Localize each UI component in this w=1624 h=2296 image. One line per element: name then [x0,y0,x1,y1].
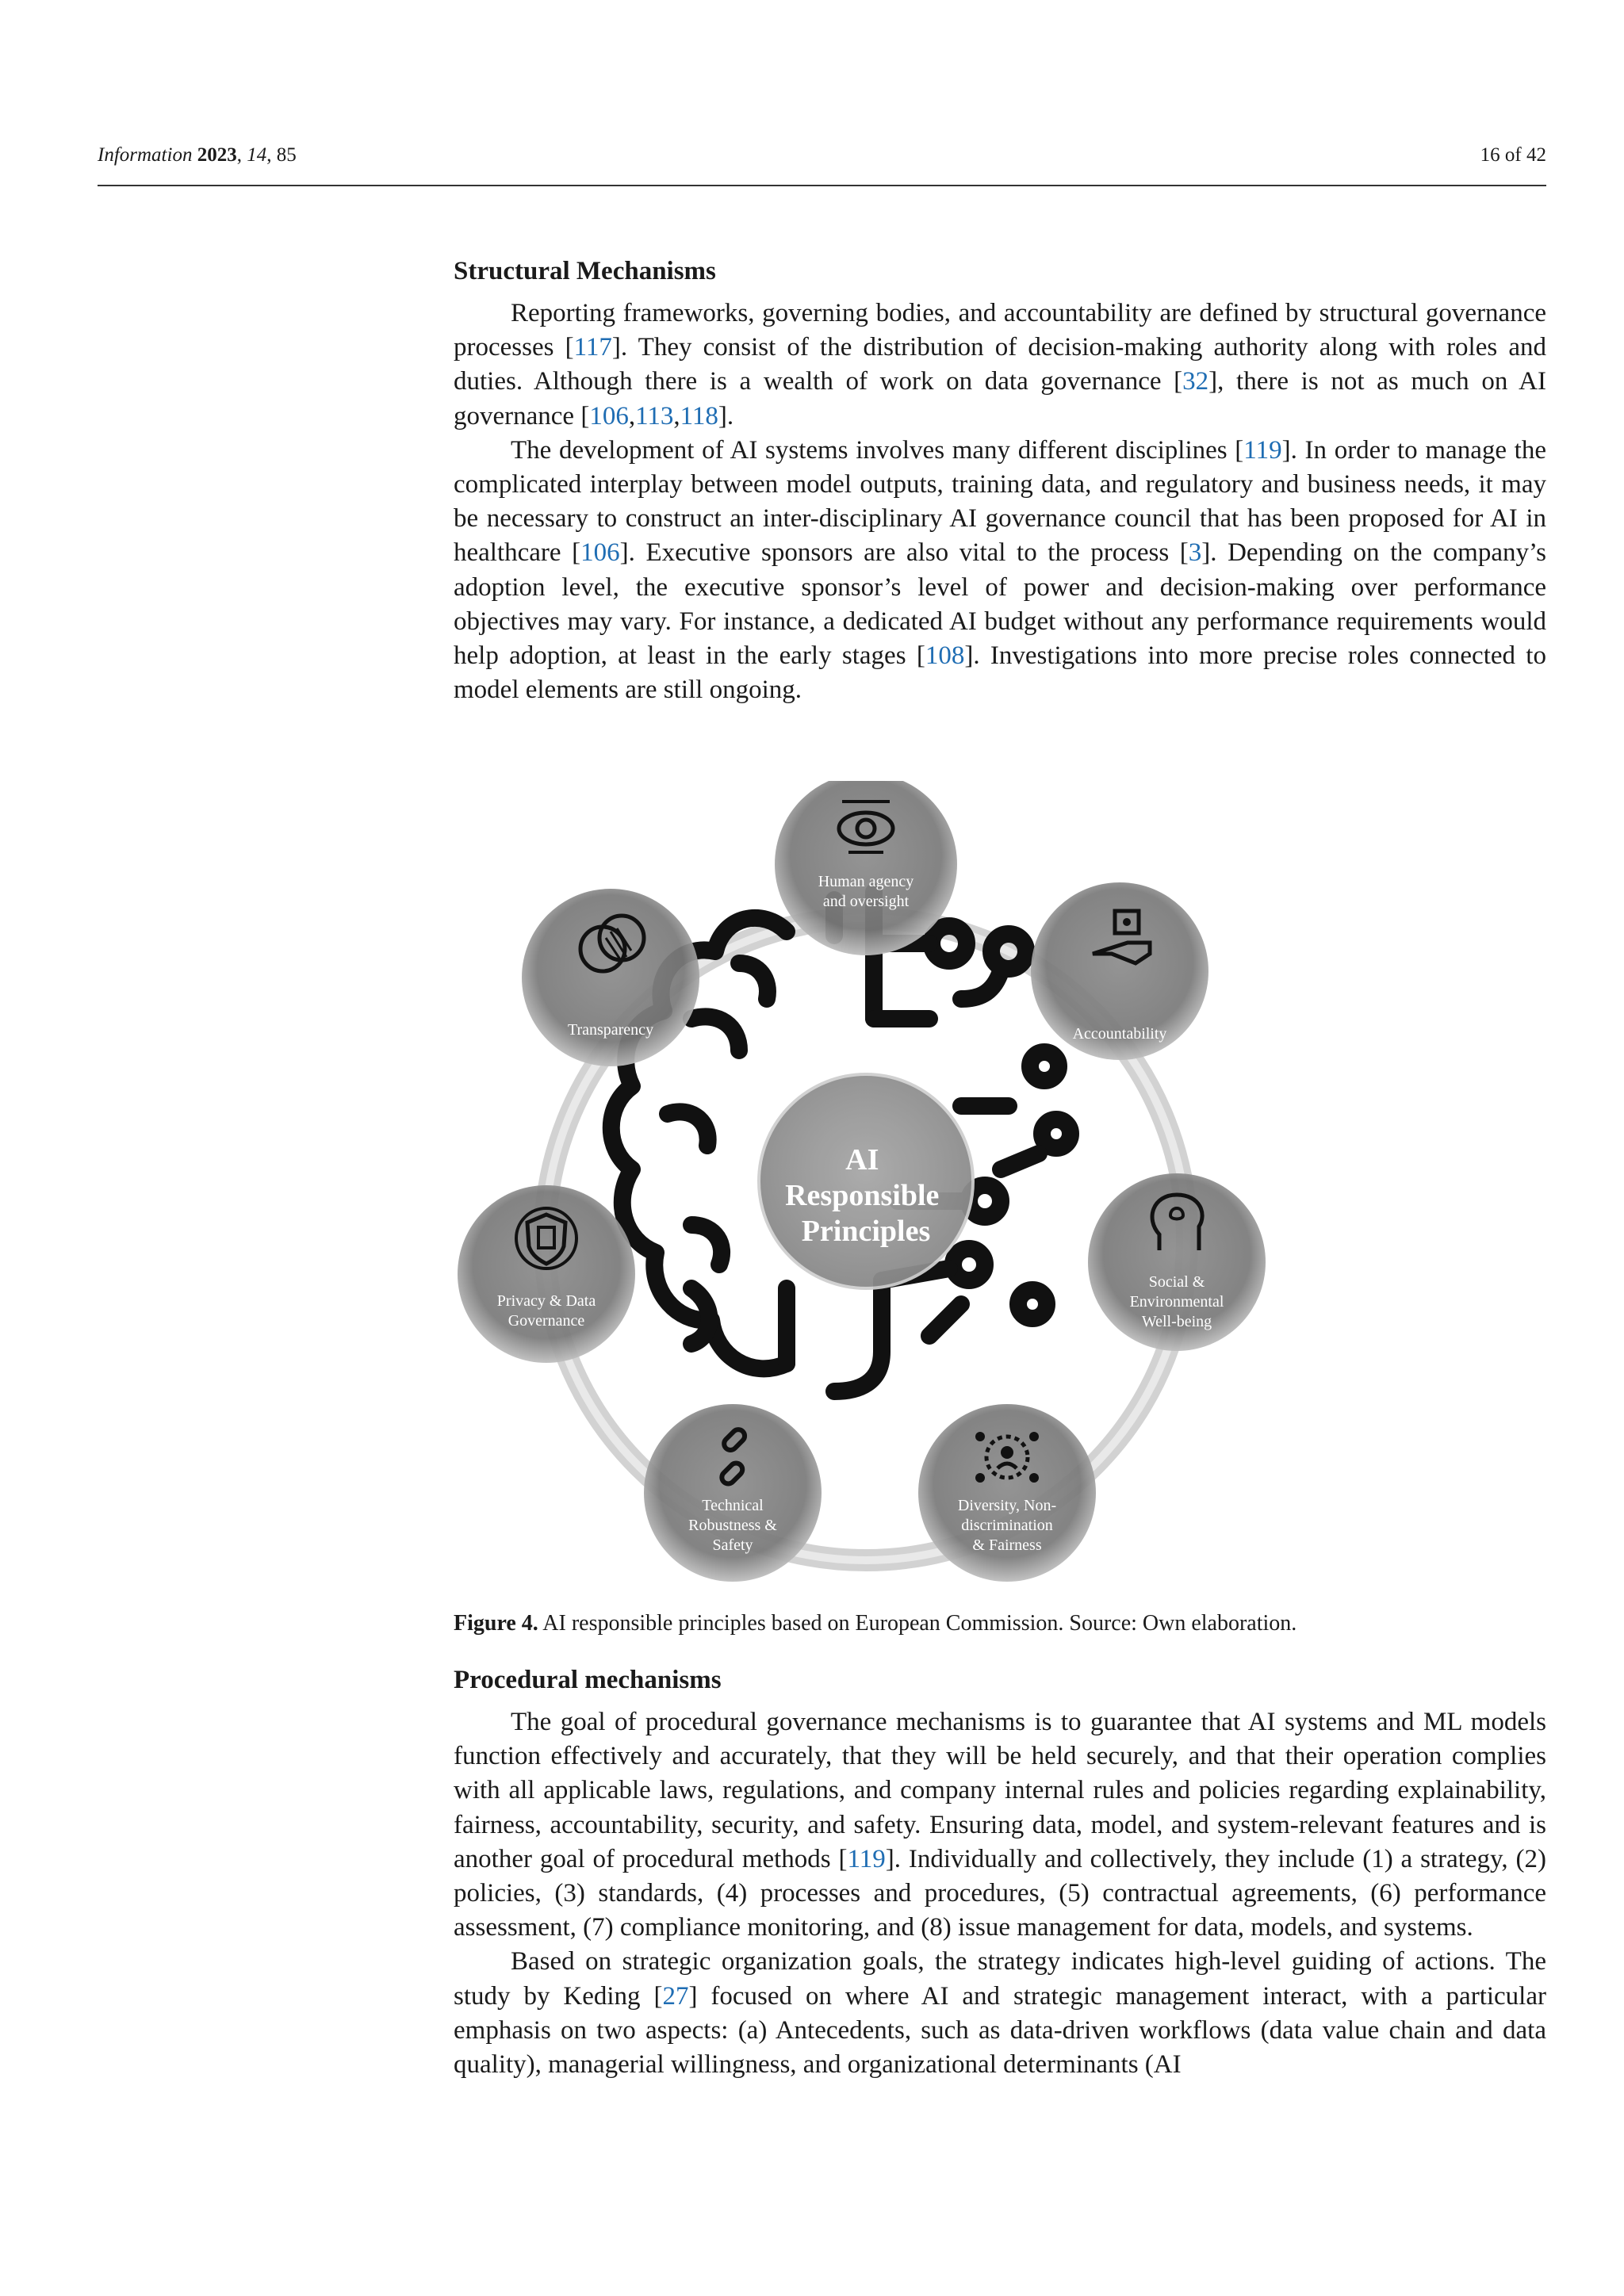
node-circle [522,889,699,1066]
figure-ai-principles [454,781,1278,1598]
journal-name: Information [98,144,193,166]
paragraph [454,1705,1546,1945]
text-run: ]. Depending on the company’s adoption level, the executive sponsor’s level of power and decision-making over performance objectives may vary. For instance, a dedicated AI budget without any performance requirements would help adoption, at least in the early stages [ [454,538,1546,671]
node-label-line: & Fairness [972,1536,1042,1554]
section-title: Structural Mechanisms [454,257,716,285]
node-label-line: discrimination [961,1517,1053,1534]
node-label-line: and oversight [822,893,910,910]
principle-node-social-wellbeing [1088,1173,1266,1351]
paragraph [454,434,1546,708]
journal-year: 2023 [197,144,237,166]
page-number: 16 of 42 [1480,144,1546,166]
citation-link[interactable]: 113 [635,401,674,430]
citation-link[interactable]: 108 [925,641,965,671]
text-run: ] focused on where AI and strategic management interact, with a particular emphasis on two aspects: (a) Antecedents, such as data-driven workflows (data value chain and data quality), managerial willingness, and organizational determinants (AI [454,1981,1546,2080]
node-label [1073,1025,1167,1043]
citation-link[interactable]: 118 [680,401,718,430]
text-run: ]. [718,401,734,430]
node-label-line: Well-being [1141,1313,1212,1330]
text-run: , [628,401,636,430]
article-number: 85 [276,144,297,166]
text-run: ], there is not as much on AI governance [ [454,367,1546,430]
citation-link[interactable]: 119 [1243,435,1282,465]
running-header [98,144,1546,184]
text-run: ]. Investigations into more precise roles connected to model elements are still ongoing. [454,641,1546,705]
section-title: Procedural mechanisms [454,1666,722,1694]
citation-link[interactable]: 119 [847,1844,886,1873]
principle-node-accountability [1031,882,1208,1060]
principles-diagram [454,781,1278,1598]
header-rule [98,185,1546,186]
citation-link[interactable]: 27 [662,1981,689,2011]
node-circle [775,781,957,955]
text-run: The development of AI systems involves many different disciplines [ [511,435,1244,465]
node-label-line: Governance [508,1312,585,1330]
node-label-line: Safety [712,1536,753,1554]
node-label-line: Robustness & [688,1517,777,1534]
node-label-line: Environmental [1129,1293,1224,1311]
paragraph [454,1945,1546,2082]
text-run: Based on strategic organization goals, the strategy indicates high-level guiding of actions. The study by Keding [ [454,1947,1546,2011]
text-run: Reporting frameworks, governing bodies, and accountability are defined by structural governance processes [ [454,299,1546,362]
journal-volume: 14 [247,144,267,166]
center-label-line: Responsible [785,1179,940,1212]
node-circle [918,1404,1096,1582]
node-label-line: Privacy & Data [496,1292,596,1310]
citation-link[interactable]: 3 [1188,538,1202,568]
node-label [568,1021,653,1039]
node-label-line: Diversity, Non- [957,1497,1057,1514]
node-label-line: Human agency [818,873,914,890]
node-label-line: Transparency [567,1021,654,1039]
paragraph [454,297,1546,434]
section-procedural-mechanisms [454,1664,1546,2082]
citation-link[interactable]: 117 [573,333,612,362]
node-label-line: Technical [702,1497,764,1514]
center-label-line: Principles [801,1215,931,1248]
principle-node-privacy [458,1185,635,1363]
text-run: ]. Executive sponsors are also vital to the process [ [619,538,1189,568]
text-run: The goal of procedural governance mechanisms is to guarantee that AI systems and ML models function effectively and accurately, that they will be held securely, and that their operation complies with all applicable laws, regulations, and company internal rules and policies regarding explainability, fairness, accountability, security, and safety. Ensuring data, model, and system-relevant features and is another goal of procedural methods [ [454,1708,1546,1873]
node-label [958,1497,1056,1554]
principle-node-robustness [644,1404,822,1582]
section-structural-mechanisms [454,255,1546,707]
citation-link[interactable]: 106 [580,538,620,568]
text-run: ]. Individually and collectively, they include (1) a strategy, (2) policies, (3) standards, (4) processes and procedures, (5) contractual agreements, (6) performance assessment, (7) compliance monitoring, and (8) issue management for data, models, and systems. [454,1844,1546,1942]
principle-node-transparency [522,889,699,1066]
figure-caption [454,1609,1546,1638]
principle-node-human-agency [775,781,957,955]
citation-link[interactable]: 106 [589,401,629,430]
figure-label: Figure 4. [454,1611,538,1636]
node-circle [458,1185,635,1363]
node-label-line: Accountability [1072,1025,1167,1043]
caption-text: AI responsible principles based on European Commission. Source: Own elaboration. [538,1611,1297,1636]
center-label-line: AI [845,1143,879,1177]
text-run: , [673,401,680,430]
citation-link[interactable]: 32 [1182,367,1209,396]
text-run: ]. In order to manage the complicated interplay between model outputs, training data, and regulatory and business needs, it may be necessary to construct an inter-disciplinary AI governance council that has been proposed for AI in healthcare [ [454,435,1546,568]
principle-node-diversity [918,1404,1096,1582]
text-run: ]. They consist of the distribution of decision-making authority along with roles and duties. Although there is a wealth of work on data governance [ [454,333,1546,396]
node-label-line: Social & [1148,1273,1205,1291]
journal-citation: Information 2023, 14, 85 [98,144,297,166]
